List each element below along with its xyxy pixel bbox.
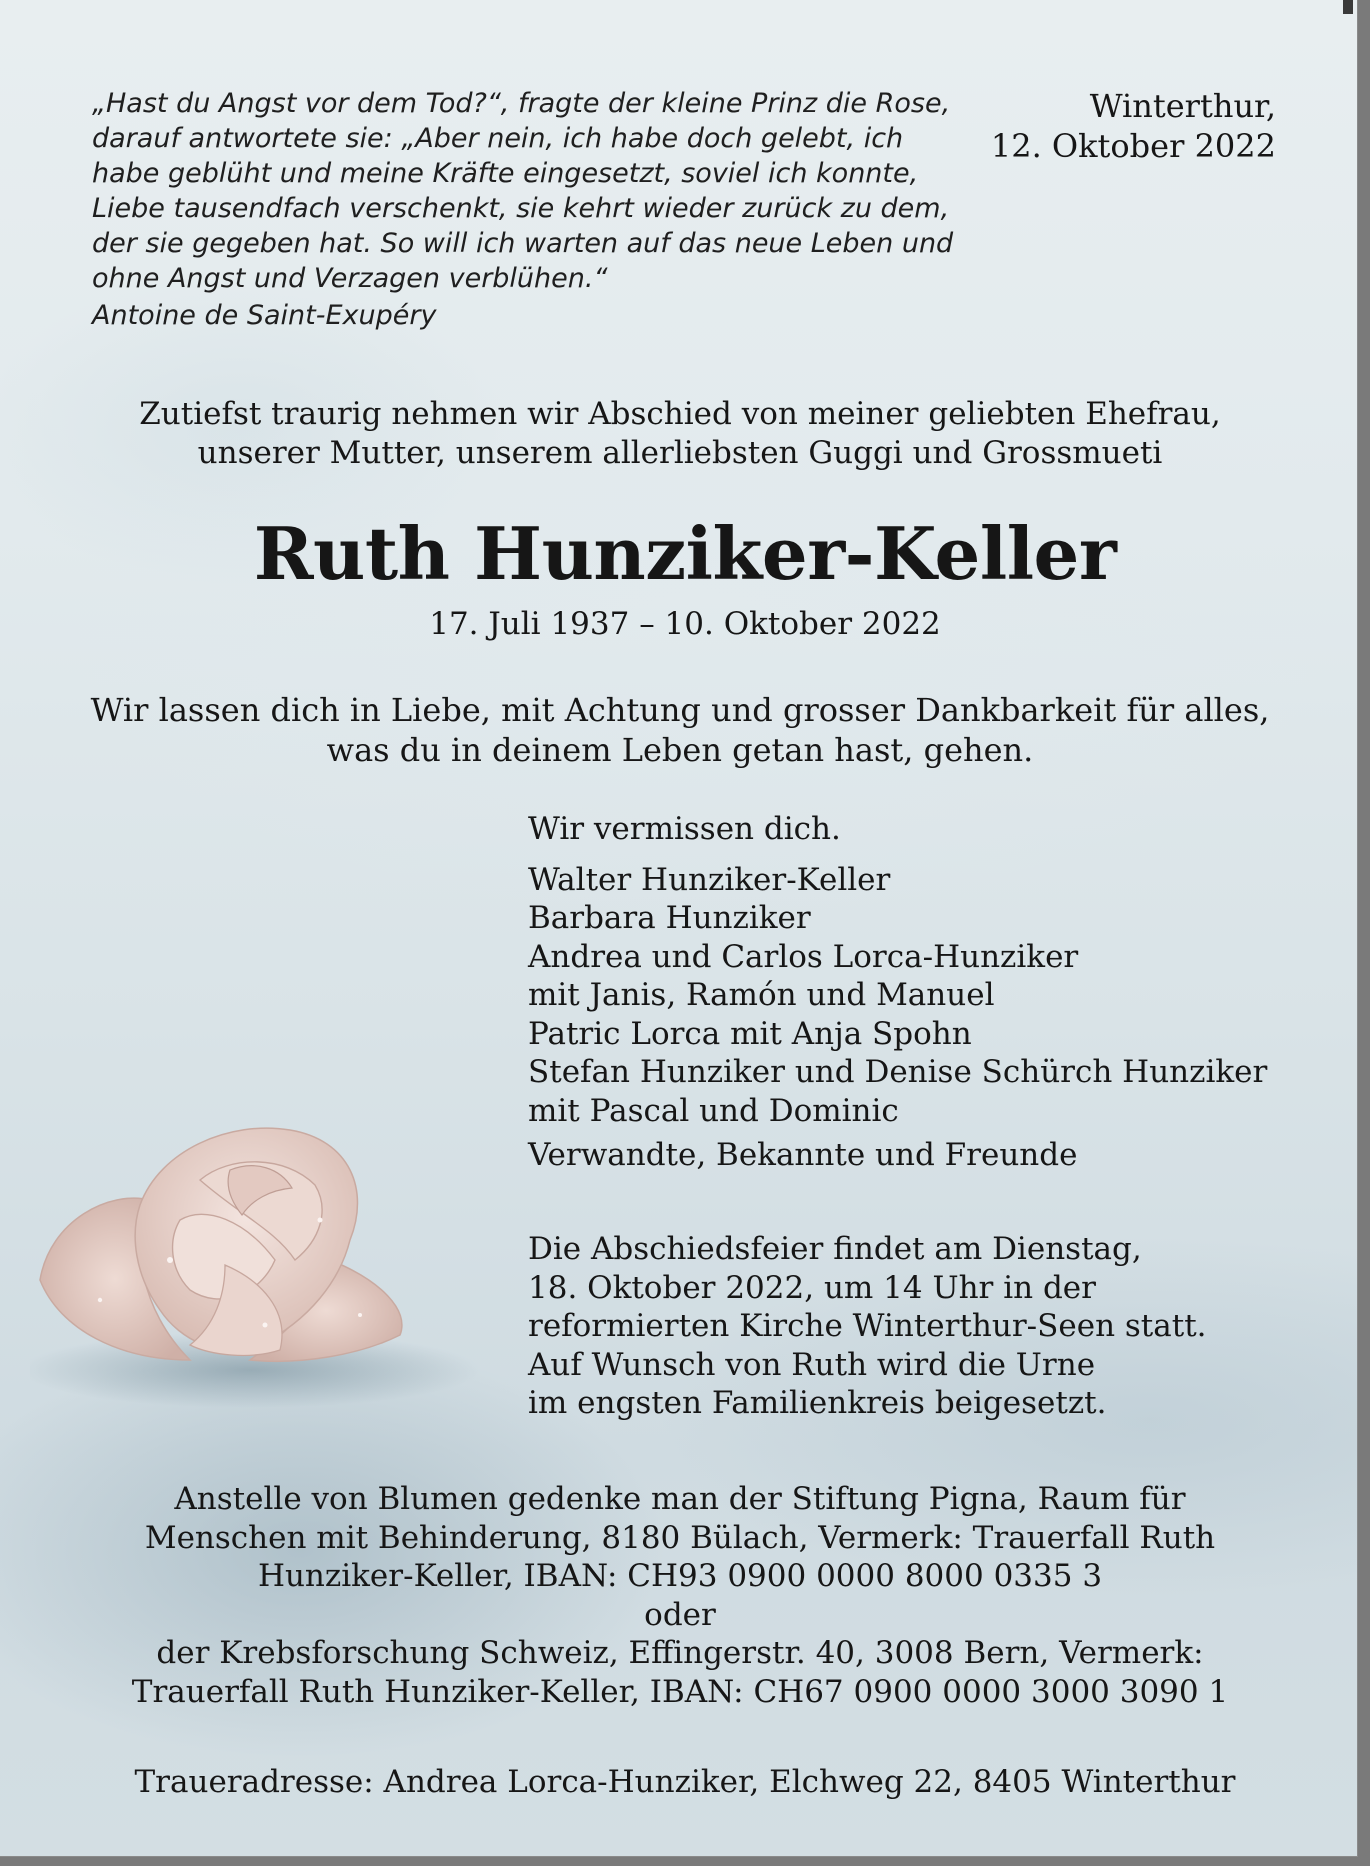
intro-text (30, 395, 1330, 473)
deceased-name: Ruth Hunziker-Keller (253, 511, 1117, 596)
ceremony-info (528, 1230, 1328, 1423)
family-member: mit Pascal und Dominic (528, 1092, 899, 1129)
quote-block (92, 86, 972, 296)
dew-drop (358, 1313, 362, 1317)
date: 12. Oktober 2022 (990, 127, 1276, 165)
quote-author: Antoine de Saint-Exupéry (92, 300, 437, 331)
family-closing: Verwandte, Bekannte und Freunde (528, 1137, 1078, 1173)
ceremony-line: reformierten Kirche Winterthur-Seen statt. (528, 1308, 1207, 1344)
quote-line: darauf antwortete sie: „Aber nein, ich habe doch gelebt, ich (92, 123, 904, 154)
family-member: Walter Hunziker-Keller (528, 861, 891, 898)
farewell-line: was du in deinem Leben getan hast, gehen. (326, 731, 1034, 769)
donation-line: Hunziker-Keller, IBAN: CH93 0900 0000 8000 0335 3 (257, 1558, 1103, 1594)
intro-line: Zutiefst traurig nehmen wir Abschied von meiner geliebten Ehefrau, (139, 396, 1221, 432)
quote-line: ohne Angst und Verzagen verblühen.“ (92, 263, 608, 294)
ceremony-line: 18. Oktober 2022, um 14 Uhr in der (528, 1269, 1096, 1306)
ceremony-line: Auf Wunsch von Ruth wird die Urne (528, 1346, 1096, 1383)
family-member: Andrea und Carlos Lorca-Hunziker (528, 938, 1079, 975)
dew-drop (167, 1257, 173, 1263)
dew-drop (263, 1323, 268, 1328)
ceremony-line: Die Abschiedsfeier findet am Dienstag, (528, 1231, 1142, 1267)
donation-line: Menschen mit Behinderung, 8180 Bülach, Vermerk: Trauerfall Ruth (144, 1519, 1216, 1556)
family-list (528, 810, 1328, 1175)
place: Winterthur, (1089, 87, 1276, 125)
mourning-address: Traueradresse: Andrea Lorca-Hunziker, Elchweg 22, 8405 Winterthur (134, 1764, 1236, 1800)
intro-line: unserer Mutter, unserem allerliebsten Guggi und Grossmueti (197, 435, 1163, 471)
life-dates: 17. Juli 1937 – 10. Oktober 2022 (429, 606, 941, 642)
place-date (940, 86, 1276, 166)
corner-mark (1343, 0, 1353, 14)
dew-drop (318, 1218, 323, 1223)
family-member: mit Janis, Ramón und Manuel (528, 977, 995, 1013)
quote-line: habe geblüht und meine Kräfte eingesetzt, soviel ich konnte, (92, 158, 919, 189)
family-opening: Wir vermissen dich. (528, 811, 841, 847)
quote-line: der sie gegeben hat. So will ich warten auf das neue Leben und (92, 228, 954, 259)
donation-line: oder (644, 1596, 716, 1633)
quote-line: „Hast du Angst vor dem Tod?“, fragte der kleine Prinz die Rose, (92, 88, 951, 119)
family-member: Stefan Hunziker und Denise Schürch Hunziker (528, 1054, 1268, 1090)
quote-line: Liebe tausendfach verschenkt, sie kehrt wieder zurück zu dem, (92, 193, 950, 224)
rose-illustration (30, 1110, 510, 1410)
family-member: Barbara Hunziker (528, 900, 811, 936)
farewell-text (30, 690, 1330, 770)
donation-line: Anstelle von Blumen gedenke man der Stiftung Pigna, Raum für (174, 1481, 1186, 1517)
donation-line: der Krebsforschung Schweiz, Effingerstr. 40, 3008 Bern, Vermerk: (156, 1635, 1204, 1671)
dew-drop (98, 1298, 102, 1302)
ceremony-line: im engsten Familienkreis beigesetzt. (528, 1385, 1107, 1421)
donation-line: Trauerfall Ruth Hunziker-Keller, IBAN: CH67 0900 0000 3000 3090 1 (131, 1673, 1229, 1710)
donation-info (20, 1480, 1340, 1711)
family-member: Patric Lorca mit Anja Spohn (528, 1015, 972, 1052)
farewell-line: Wir lassen dich in Liebe, mit Achtung und grosser Dankbarkeit für alles, (90, 691, 1270, 729)
